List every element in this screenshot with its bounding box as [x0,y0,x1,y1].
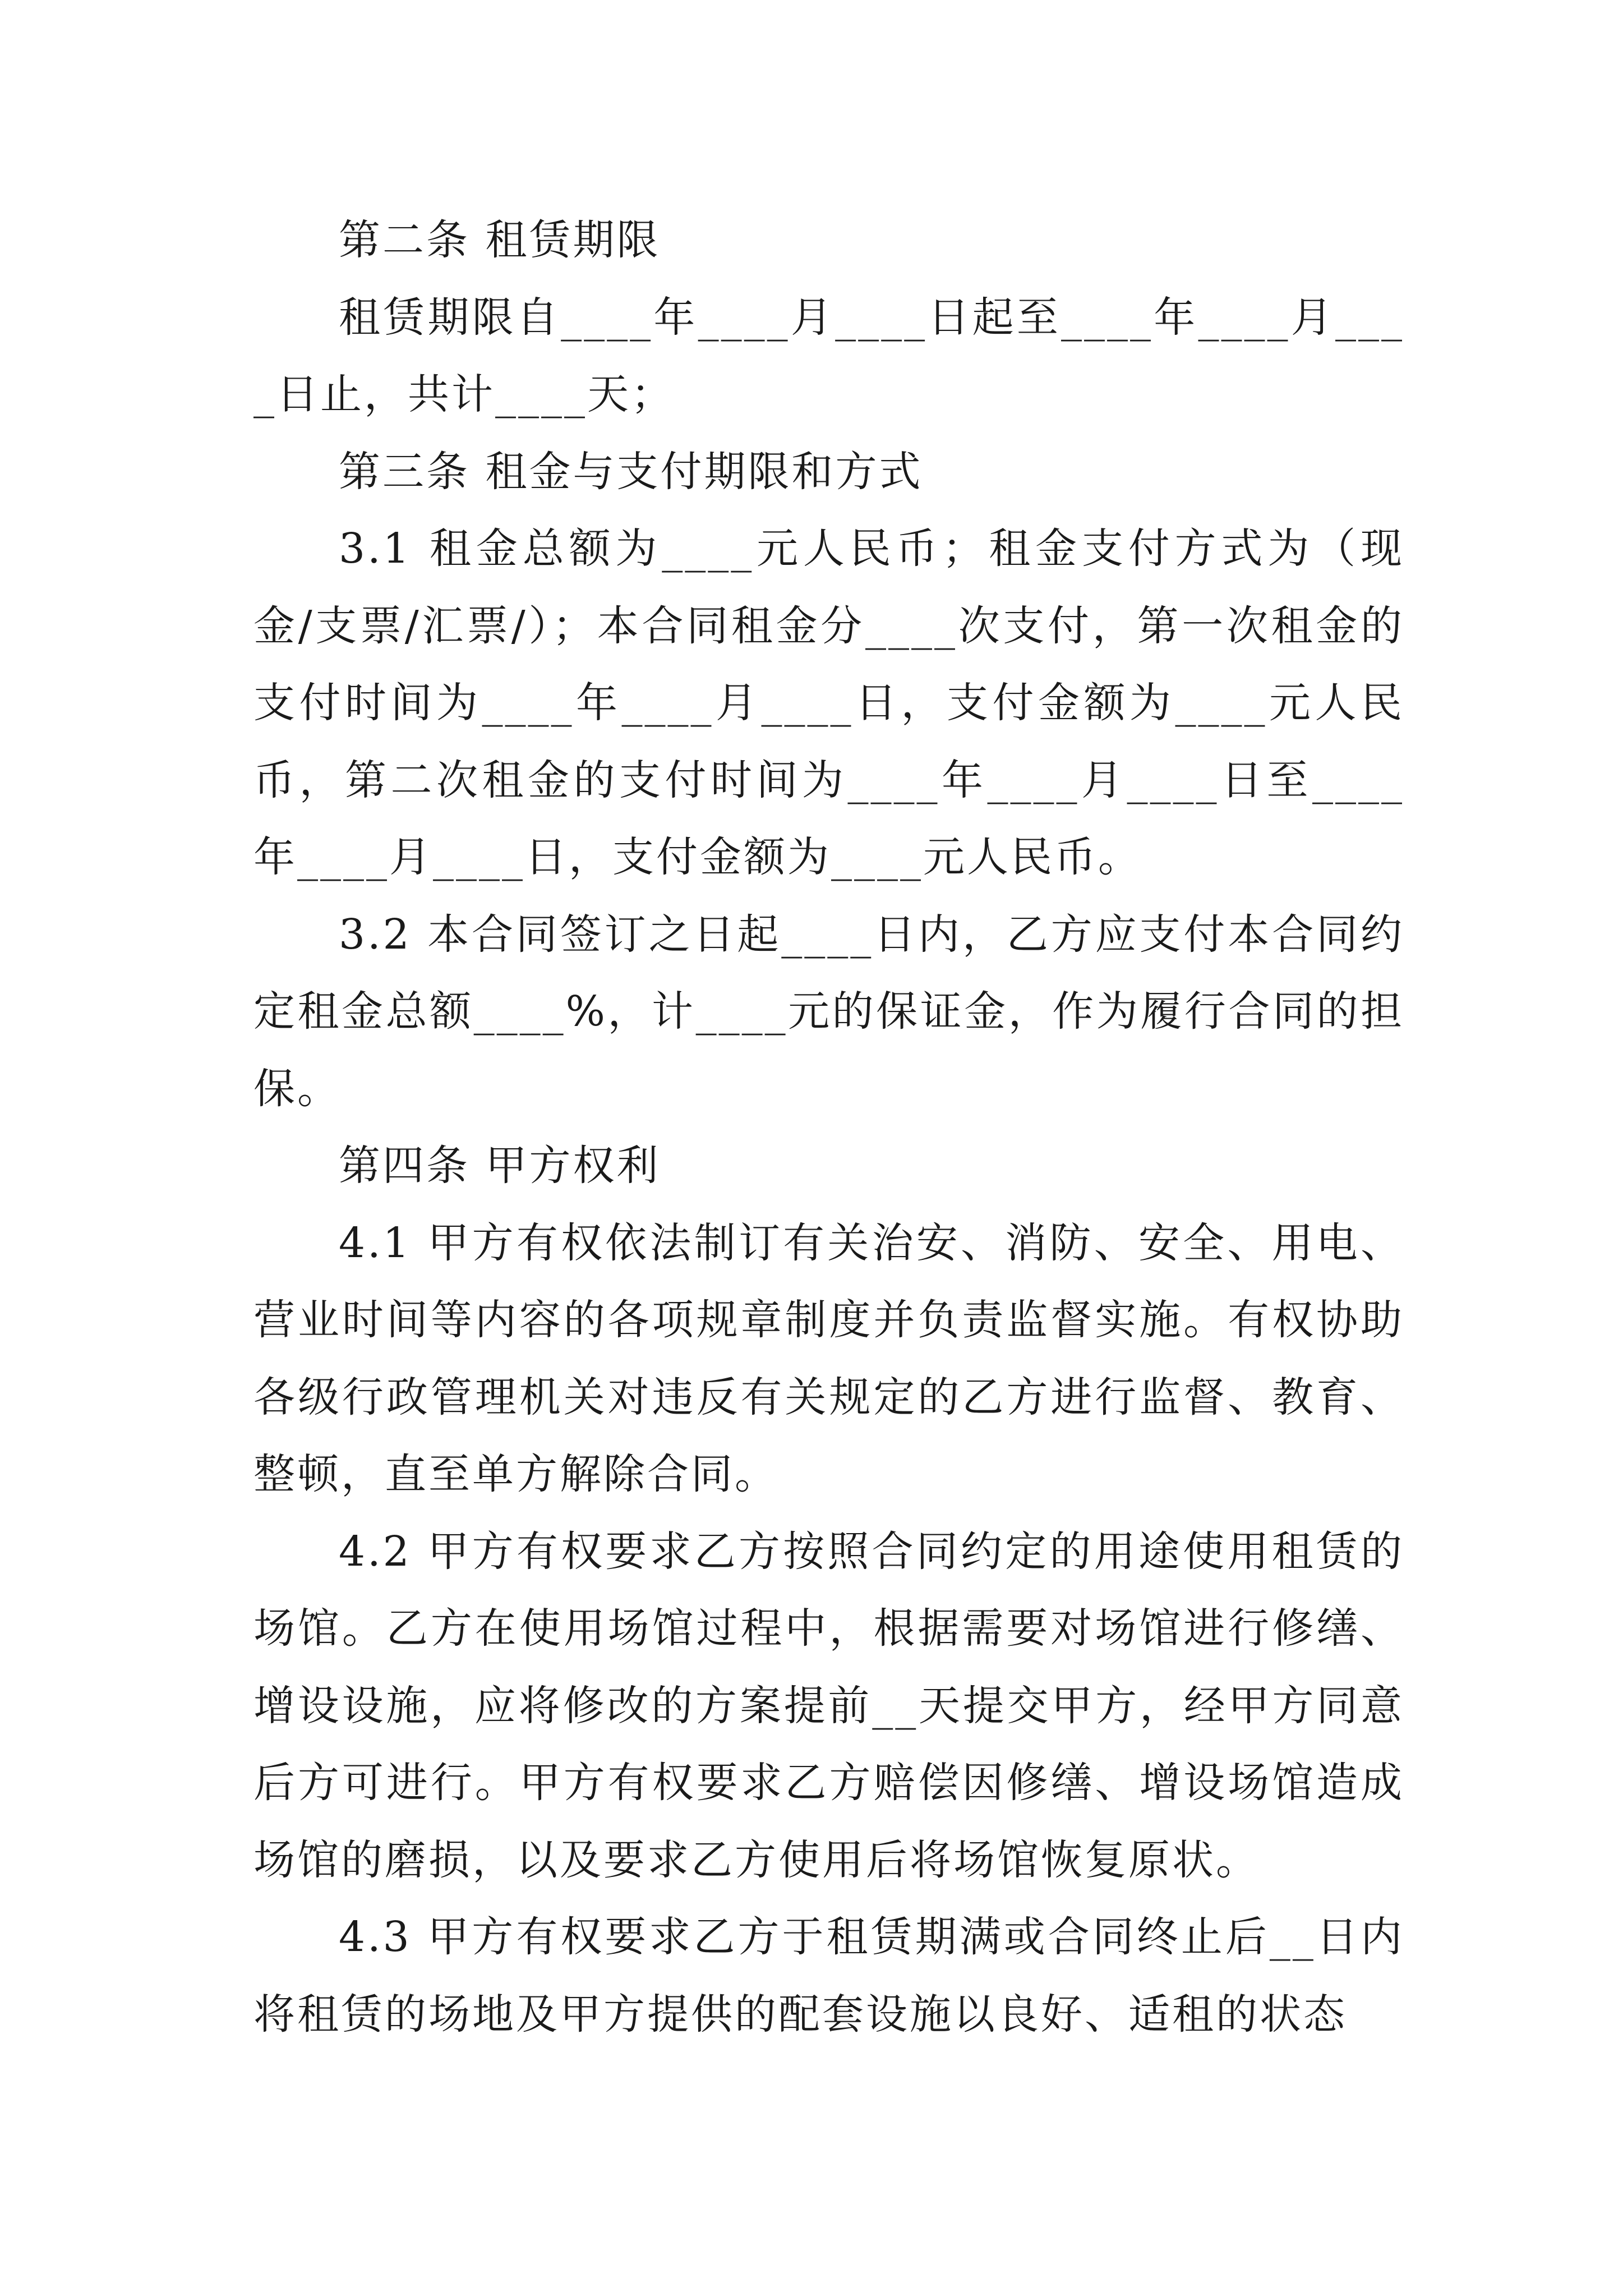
clause-3-1-paragraph: 3.1 租金总额为____元人民币；租金支付方式为（现金/支票/汇票/）；本合同租金分____次支付，第一次租金的支付时间为____年____月____日，支付金额为____元人民币，第二次租金的支付时间为____年____月____日至____年____月____日，支付金额为____元人民币。 [253,524,1404,881]
document-body [253,202,1404,2053]
clause-4-3-paragraph: 4.3 甲方有权要求乙方于租赁期满或合同终止后__日内将租赁的场地及甲方提供的配套设施以良好、适租的状态 [253,1913,1404,2039]
lease-term-paragraph: 租赁期限自____年____月____日起至____年____月____日止，共计____天； [253,293,1404,418]
clause-4-1-paragraph: 4.1 甲方有权依法制订有关治安、消防、安全、用电、营业时间等内容的各项规章制度并负责监督实施。有权协助各级行政管理机关对违反有关规定的乙方进行监督、教育、整顿，直至单方解除合同。 [253,1218,1404,1498]
clause-4-2-paragraph: 4.2 甲方有权要求乙方按照合同约定的用途使用租赁的场馆。乙方在使用场馆过程中，根据需要对场馆进行修缮、增设设施，应将修改的方案提前__天提交甲方，经甲方同意后方可进行。甲方有权要求乙方赔偿因修缮、增设场馆造成场馆的磨损，以及要求乙方使用后将场馆恢复原状。 [253,1527,1404,1884]
article-2-heading: 第二条 租赁期限 [339,216,661,264]
article-4-heading: 第四条 甲方权利 [339,1142,661,1190]
article-3-heading: 第三条 租金与支付期限和方式 [339,447,923,496]
clause-3-2-paragraph: 3.2 本合同签订之日起____日内，乙方应支付本合同约定租金总额____%，计____元的保证金，作为履行合同的担保。 [253,910,1404,1113]
